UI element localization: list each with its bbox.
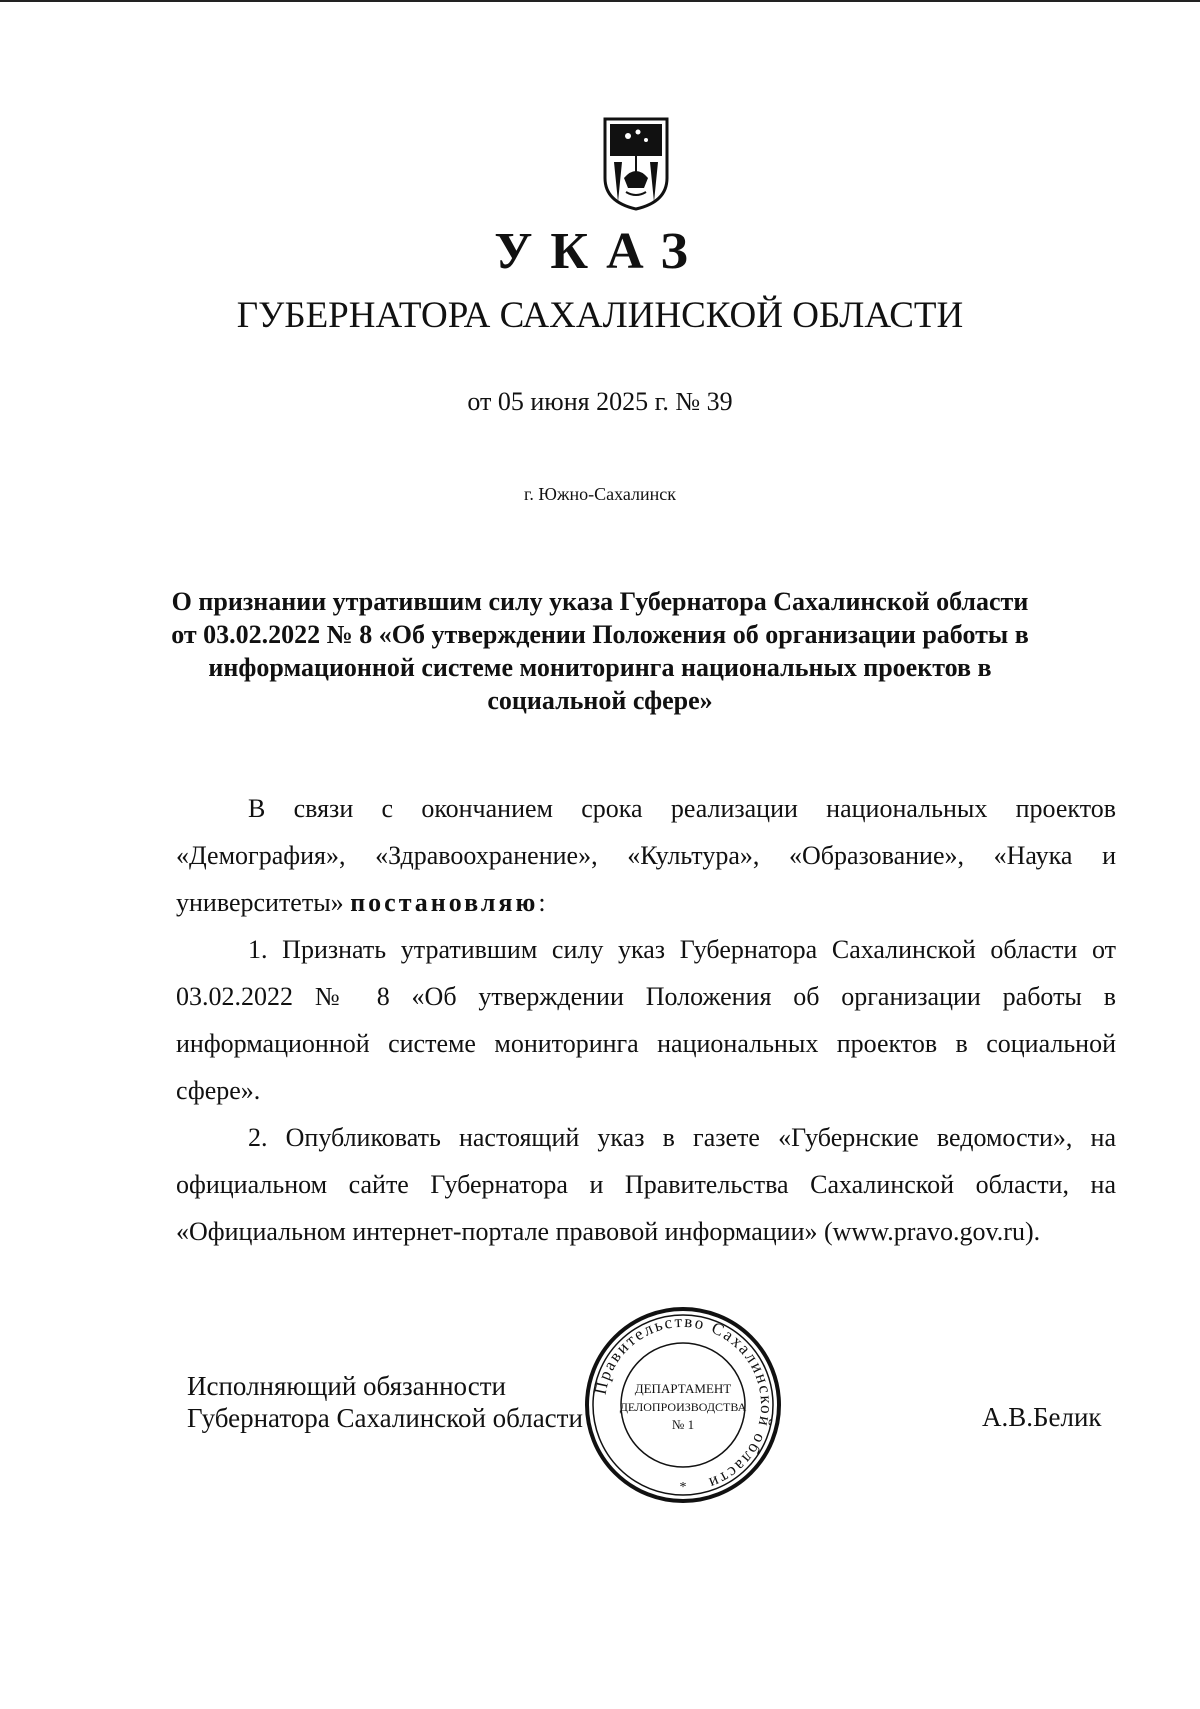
signatory-position-line1: Исполняющий обязанности (187, 1371, 506, 1401)
intro-text: В связи с окончанием срока реализации национальных проектов «Демография», «Здравоохранение», «Культура», «Образование», «Наука и университеты» (176, 794, 1116, 917)
document-city: г. Южно-Сахалинск (523, 484, 677, 504)
coat-of-arms-icon (602, 116, 670, 212)
document-body (176, 785, 1116, 1255)
resolve-colon: : (538, 888, 546, 917)
signatory-position (187, 1370, 583, 1434)
stamp-line-1: ДЕПАРТАМЕНТ (634, 1381, 732, 1396)
signatory-name: А.В.Белик (982, 1402, 1102, 1432)
stamp-star-icon: * (679, 1480, 687, 1495)
official-stamp (583, 1305, 783, 1505)
scan-edge-line (0, 0, 1200, 2)
document-title: УКАЗ (494, 223, 706, 280)
stamp-line-2: ДЕЛОПРОИЗВОДСТВА (619, 1400, 747, 1414)
stamp-line-3: № 1 (671, 1417, 695, 1432)
document-heading: О признании утратившим силу указа Губернатора Сахалинской области от 03.02.2022 № 8 «Об утверждении Положения об организации работы в информационной системе мониторинга национальных проектов в социальной сфере» (171, 587, 1029, 715)
document-date-number: от 05 июня 2025 г. № 39 (467, 387, 733, 416)
item-2-paragraph: 2. Опубликовать настоящий указ в газете «Губернские ведомости», на официальном сайте Губернатора и Правительства Сахалинской области, на «Официальном интернет-портале правовой информации» (www.pravo.gov.ru). (176, 1123, 1116, 1246)
item-1-paragraph: 1. Признать утратившим силу указ Губернатора Сахалинской области от 03.02.2022 № 8 «Об утверждении Положения об организации работы в информационной системе мониторинга национальных проектов в социальной сфере». (176, 935, 1116, 1105)
resolve-word: постановляю (350, 888, 539, 917)
intro-paragraph (176, 785, 1116, 926)
signatory-position-line2: Губернатора Сахалинской области (187, 1403, 583, 1433)
stamp-ring-text: Правительство Сахалинской области (590, 1311, 777, 1494)
document-subtitle: ГУБЕРНАТОРА САХАЛИНСКОЙ ОБЛАСТИ (236, 295, 964, 336)
